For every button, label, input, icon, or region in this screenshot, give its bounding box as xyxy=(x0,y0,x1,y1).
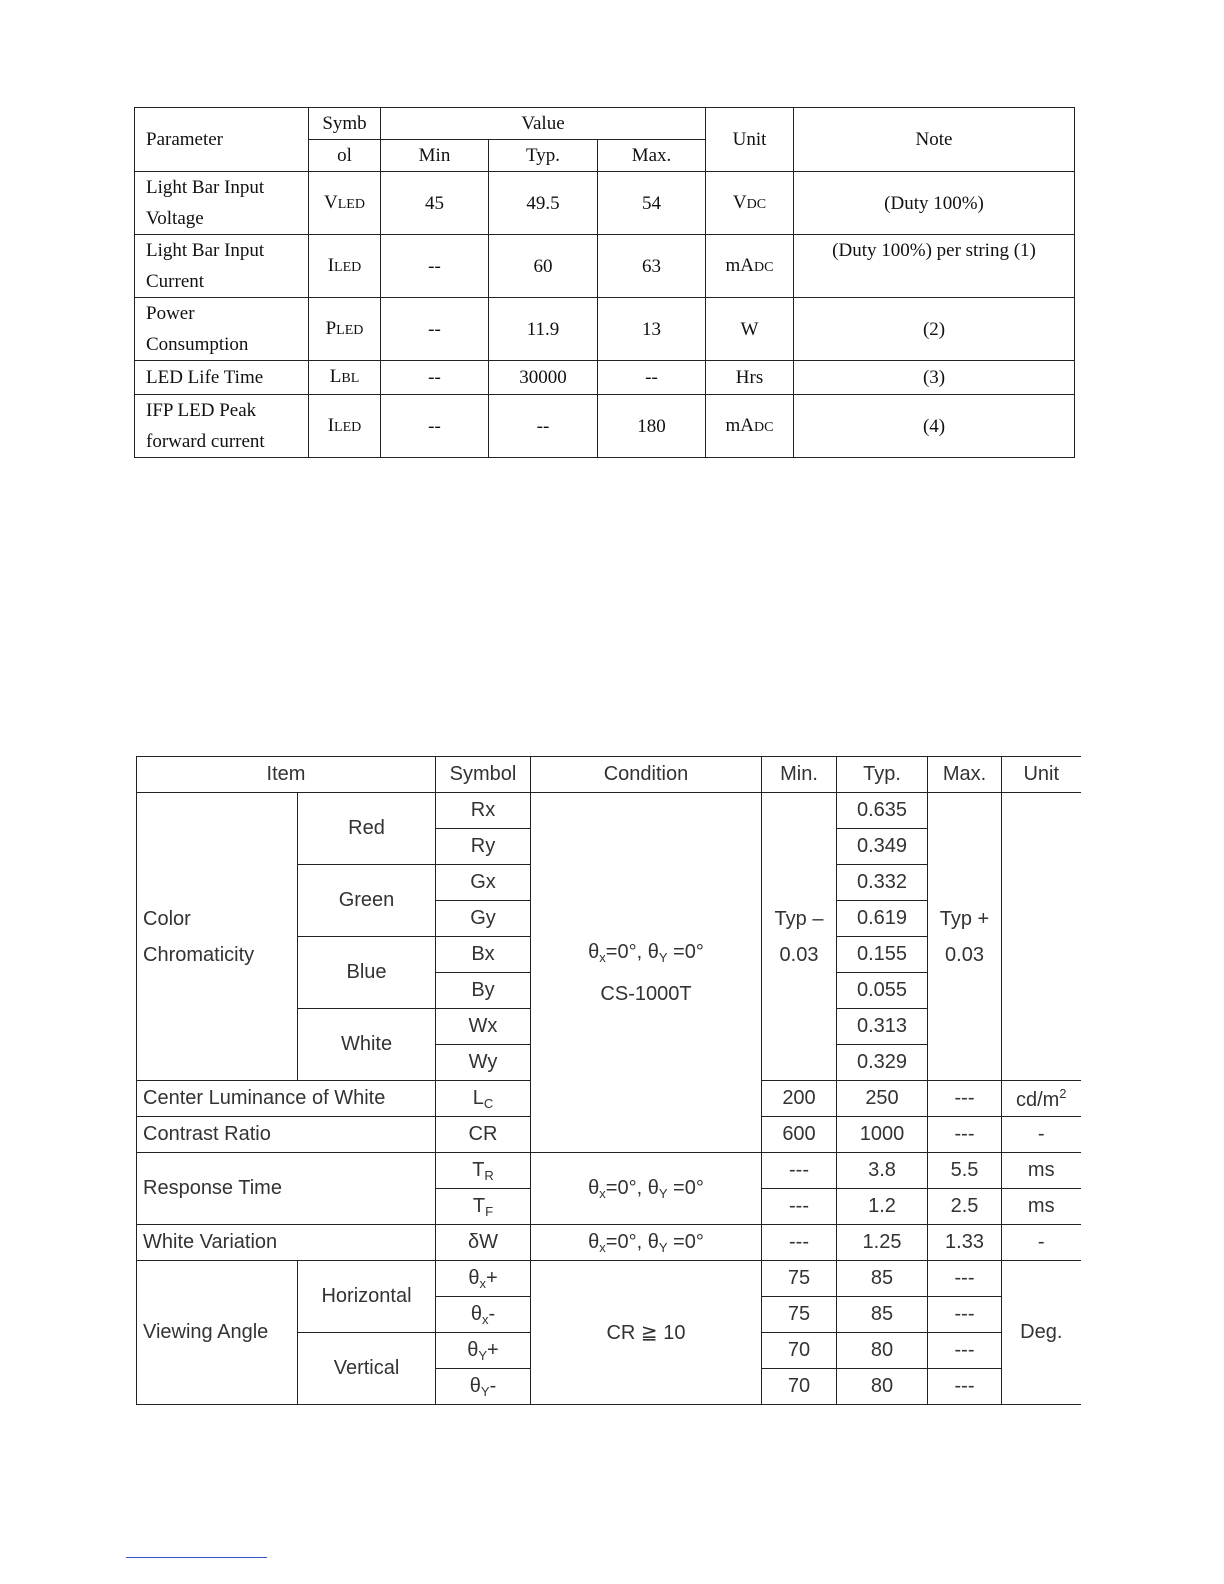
symbol-cell: Gx xyxy=(436,865,531,901)
min-line: Typ – xyxy=(774,907,824,930)
chroma-unit xyxy=(1002,793,1081,1081)
max-line: Typ + xyxy=(939,907,990,930)
symbol-sign: - xyxy=(489,1374,497,1397)
symbol-main: I xyxy=(327,414,335,436)
eq: =0° xyxy=(667,1176,704,1199)
contrast-ratio-label: Contrast Ratio xyxy=(137,1117,436,1153)
symbol-sub: LED xyxy=(334,419,362,435)
theta: θ xyxy=(470,1302,482,1325)
unit-sub: DC xyxy=(746,196,767,212)
unit-cell: - xyxy=(1002,1225,1081,1261)
symbol-main: V xyxy=(324,191,338,213)
typ-cell: 85 xyxy=(837,1297,928,1333)
param-line: Light Bar Input xyxy=(146,240,265,261)
unit-main: mA xyxy=(725,254,755,276)
group-green: Green xyxy=(298,865,436,937)
param-line: forward current xyxy=(146,431,265,452)
theta: θ xyxy=(469,1374,481,1397)
unit-sub: DC xyxy=(754,419,774,435)
min-cell: --- xyxy=(762,1189,837,1225)
typ-cell: 1000 xyxy=(837,1117,928,1153)
unit-sup: 2 xyxy=(1059,1085,1067,1101)
header-unit: Unit xyxy=(1002,757,1081,793)
eq: =0°, xyxy=(605,1230,648,1253)
symbol-sign: - xyxy=(488,1302,496,1325)
header-max: Max. xyxy=(928,757,1002,793)
symbol-cell xyxy=(309,361,381,395)
typ-cell: 250 xyxy=(837,1081,928,1117)
viewing-angle-label: Viewing Angle xyxy=(137,1261,298,1405)
theta: θ xyxy=(468,1266,480,1289)
header-value: Value xyxy=(381,108,706,140)
note-cell: (2) xyxy=(794,298,1075,361)
header-symbol-line2: ol xyxy=(309,140,381,172)
typ-cell: 0.155 xyxy=(837,937,928,973)
typ-cell: 85 xyxy=(837,1261,928,1297)
symbol-sub: LED xyxy=(334,259,362,275)
eq: =0°, xyxy=(605,940,648,963)
typ-cell: 1.2 xyxy=(837,1189,928,1225)
param-line: IFP LED Peak xyxy=(146,400,257,421)
symbol-sub: x xyxy=(481,1311,489,1327)
theta: θ xyxy=(647,1176,659,1199)
unit-main: mA xyxy=(725,414,755,436)
symbol-main: L xyxy=(329,366,342,387)
symbol-cell xyxy=(309,298,381,361)
symbol-cell xyxy=(436,1153,531,1189)
unit-main: cd/m xyxy=(1015,1088,1060,1111)
typ-cell: 80 xyxy=(837,1369,928,1405)
symbol-cell: CR xyxy=(436,1117,531,1153)
header-typ: Typ. xyxy=(489,140,598,172)
symbol-cell xyxy=(436,1261,531,1297)
symbol-cell: Gy xyxy=(436,901,531,937)
theta: θ xyxy=(588,1230,600,1253)
typ-cell: 49.5 xyxy=(489,172,598,235)
note-cell: (Duty 100%) per string (1) xyxy=(794,235,1075,298)
vertical-label: Vertical xyxy=(298,1333,436,1405)
symbol-cell: δW xyxy=(436,1225,531,1261)
group-red: Red xyxy=(298,793,436,865)
symbol-cell: Rx xyxy=(436,793,531,829)
header-note: Note xyxy=(794,108,1075,172)
max-cell: 63 xyxy=(598,235,706,298)
eq: =0°, xyxy=(605,1176,648,1199)
unit-cell xyxy=(706,298,794,361)
header-parameter: Parameter xyxy=(135,108,309,172)
param-line: Consumption xyxy=(146,334,249,355)
unit-cell: Hrs xyxy=(706,361,794,395)
table-row xyxy=(135,235,1075,298)
led-characteristics-table xyxy=(134,107,1075,458)
note-cell: (4) xyxy=(794,395,1075,458)
min-cell: 200 xyxy=(762,1081,837,1117)
header-min: Min. xyxy=(762,757,837,793)
max-cell: 180 xyxy=(598,395,706,458)
instrument: CS-1000T xyxy=(600,982,692,1005)
min-cell: 75 xyxy=(762,1261,837,1297)
typ-cell: -- xyxy=(489,395,598,458)
max-cell: 5.5 xyxy=(928,1153,1002,1189)
condition-cell xyxy=(531,793,762,1153)
unit-cell xyxy=(706,395,794,458)
max-cell: --- xyxy=(928,1333,1002,1369)
symbol-sub: x xyxy=(479,1275,486,1291)
sub: Y xyxy=(658,1185,668,1201)
viewing-condition: CR ≧ 10 xyxy=(531,1261,762,1405)
unit-cell xyxy=(706,235,794,298)
symbol-main: P xyxy=(325,317,337,339)
response-time-label: Response Time xyxy=(137,1153,436,1225)
max-cell: 2.5 xyxy=(928,1189,1002,1225)
unit-cell xyxy=(1002,1081,1081,1117)
param-line: Light Bar Input xyxy=(146,177,265,198)
header-item: Item xyxy=(137,757,436,793)
header-max: Max. xyxy=(598,140,706,172)
symbol-main: T xyxy=(472,1158,485,1181)
table-row xyxy=(135,172,1075,235)
chroma-max xyxy=(928,793,1002,1081)
typ-cell: 30000 xyxy=(489,361,598,395)
symbol-main: L xyxy=(472,1086,484,1109)
param-line: Current xyxy=(146,271,205,292)
typ-cell: 80 xyxy=(837,1333,928,1369)
group-white: White xyxy=(298,1009,436,1081)
min-cell: 75 xyxy=(762,1297,837,1333)
table-row xyxy=(135,395,1075,458)
theta: θ xyxy=(588,1176,600,1199)
header-min: Min xyxy=(381,140,489,172)
param-cell: LED Life Time xyxy=(135,361,309,395)
unit-cell: ms xyxy=(1002,1153,1081,1189)
max-cell: --- xyxy=(928,1297,1002,1333)
symbol-cell: Bx xyxy=(436,937,531,973)
symbol-sub: Y xyxy=(480,1383,490,1399)
max-line: 0.03 xyxy=(945,943,984,966)
min-cell: --- xyxy=(762,1153,837,1189)
center-luminance-label: Center Luminance of White xyxy=(137,1081,436,1117)
symbol-sign: + xyxy=(485,1266,498,1289)
min-cell: 70 xyxy=(762,1369,837,1405)
condition-cell xyxy=(531,1225,762,1261)
typ-cell: 0.635 xyxy=(837,793,928,829)
typ-cell: 11.9 xyxy=(489,298,598,361)
unit-cell: Deg. xyxy=(1002,1261,1081,1405)
eq: =0° xyxy=(667,940,704,963)
unit-main: W xyxy=(740,318,759,340)
symbol-cell xyxy=(436,1297,531,1333)
max-cell: --- xyxy=(928,1081,1002,1117)
typ-cell: 0.332 xyxy=(837,865,928,901)
max-cell: --- xyxy=(928,1261,1002,1297)
param-line: Voltage xyxy=(146,208,204,229)
symbol-sub: R xyxy=(484,1167,494,1183)
symbol-cell xyxy=(436,1369,531,1405)
typ-cell: 0.313 xyxy=(837,1009,928,1045)
symbol-sub: Y xyxy=(478,1347,488,1363)
param-cell xyxy=(135,172,309,235)
max-cell: 13 xyxy=(598,298,706,361)
min-line: 0.03 xyxy=(779,943,819,966)
note-cell: (3) xyxy=(794,361,1075,395)
min-cell: 600 xyxy=(762,1117,837,1153)
symbol-sub: LED xyxy=(337,196,365,212)
max-cell: --- xyxy=(928,1369,1002,1405)
min-cell: 45 xyxy=(381,172,489,235)
max-cell: -- xyxy=(598,361,706,395)
max-cell: 1.33 xyxy=(928,1225,1002,1261)
sub: Y xyxy=(658,1239,668,1255)
optical-characteristics-table xyxy=(136,756,1081,1405)
header-typ: Typ. xyxy=(837,757,928,793)
symbol-cell xyxy=(436,1081,531,1117)
label-line: Color xyxy=(143,907,191,930)
max-cell: 54 xyxy=(598,172,706,235)
symbol-cell: By xyxy=(436,973,531,1009)
color-chromaticity-label xyxy=(137,793,298,1081)
typ-cell: 1.25 xyxy=(837,1225,928,1261)
header-symbol-line1: Symb xyxy=(309,108,381,140)
group-blue: Blue xyxy=(298,937,436,1009)
unit-cell: - xyxy=(1002,1117,1081,1153)
symbol-sign: + xyxy=(487,1338,499,1361)
symbol-cell xyxy=(436,1333,531,1369)
min-cell: 70 xyxy=(762,1333,837,1369)
param-cell xyxy=(135,395,309,458)
theta: θ xyxy=(647,940,659,963)
typ-cell: 0.619 xyxy=(837,901,928,937)
min-cell: -- xyxy=(381,395,489,458)
sub: x xyxy=(599,1239,606,1255)
note-cell: (Duty 100%) xyxy=(794,172,1075,235)
white-variation-label: White Variation xyxy=(137,1225,436,1261)
header-condition: Condition xyxy=(531,757,762,793)
sub: x xyxy=(599,949,606,965)
typ-cell: 3.8 xyxy=(837,1153,928,1189)
param-cell xyxy=(135,235,309,298)
typ-cell: 0.349 xyxy=(837,829,928,865)
header-symbol: Symbol xyxy=(436,757,531,793)
symbol-cell: Ry xyxy=(436,829,531,865)
symbol-cell: Wy xyxy=(436,1045,531,1081)
theta: θ xyxy=(647,1230,659,1253)
param-cell xyxy=(135,298,309,361)
symbol-cell xyxy=(309,172,381,235)
param-line: Power xyxy=(146,303,195,324)
typ-cell: 60 xyxy=(489,235,598,298)
unit-cell: ms xyxy=(1002,1189,1081,1225)
footnote-separator xyxy=(126,1557,267,1558)
min-cell: -- xyxy=(381,235,489,298)
symbol-cell xyxy=(436,1189,531,1225)
unit-sub: DC xyxy=(754,259,774,275)
sub: Y xyxy=(658,949,668,965)
table-row xyxy=(135,298,1075,361)
min-cell: --- xyxy=(762,1225,837,1261)
symbol-main: T xyxy=(472,1194,486,1217)
horizontal-label: Horizontal xyxy=(298,1261,436,1333)
header-unit: Unit xyxy=(706,108,794,172)
typ-cell: 0.055 xyxy=(837,973,928,1009)
symbol-main: I xyxy=(327,254,335,276)
table-row xyxy=(135,361,1075,395)
eq: =0° xyxy=(667,1230,704,1253)
typ-cell: 0.329 xyxy=(837,1045,928,1081)
symbol-cell xyxy=(309,395,381,458)
symbol-cell xyxy=(309,235,381,298)
symbol-sub: C xyxy=(483,1095,494,1111)
symbol-sub: BL xyxy=(341,371,360,386)
symbol-cell: Wx xyxy=(436,1009,531,1045)
max-cell: --- xyxy=(928,1117,1002,1153)
min-cell: -- xyxy=(381,361,489,395)
condition-cell xyxy=(531,1153,762,1225)
unit-cell xyxy=(706,172,794,235)
symbol-sub: LED xyxy=(336,322,364,338)
symbol-sub: F xyxy=(485,1203,494,1219)
unit-main: V xyxy=(732,191,747,213)
label-line: Chromaticity xyxy=(143,943,255,966)
theta: θ xyxy=(467,1338,479,1361)
sub: x xyxy=(599,1185,606,1201)
min-cell: -- xyxy=(381,298,489,361)
chroma-min xyxy=(762,793,837,1081)
theta: θ xyxy=(588,940,600,963)
